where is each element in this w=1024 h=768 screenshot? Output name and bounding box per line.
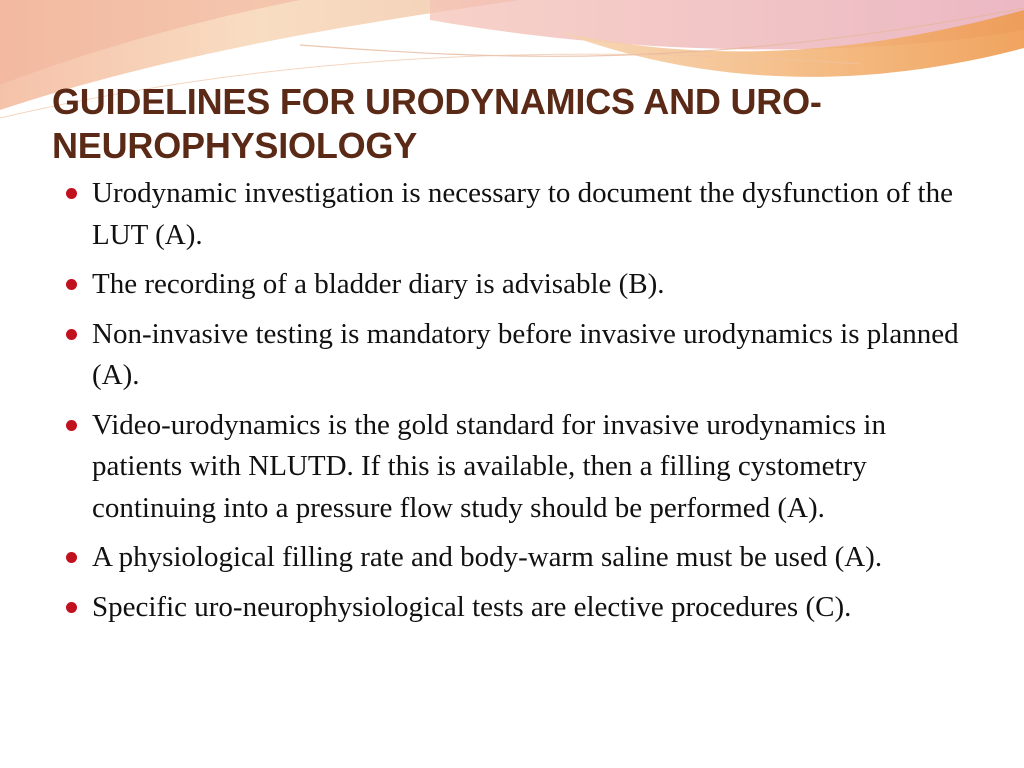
bullet-dot-icon — [66, 188, 77, 199]
bullet-dot-icon — [66, 602, 77, 613]
bullet-item — [64, 173, 964, 256]
bullet-text: Video-urodynamics is the gold standard for invasive urodynamics in patients with NLUTD. If this is available, then a filling cystometry continuing into a pressure flow study should be performed (A). — [92, 408, 886, 524]
bullet-text: Non-invasive testing is mandatory before invasive urodynamics is planned (A). — [92, 317, 959, 391]
bullet-text: Urodynamic investigation is necessary to document the dysfunction of the LUT (A). — [92, 177, 953, 251]
bullet-item — [64, 537, 964, 579]
bullet-dot-icon — [66, 279, 77, 290]
slide-title: GUIDELINES FOR URODYNAMICS AND URO-NEUROPHYSIOLOGY — [52, 81, 822, 166]
bullet-text: A physiological filling rate and body-warm saline must be used (A). — [92, 541, 883, 573]
bullet-text: Specific uro-neurophysiological tests are elective procedures (C). — [92, 590, 852, 623]
bullet-list — [64, 173, 964, 636]
bullet-item — [64, 587, 964, 629]
bullet-dot-icon — [66, 420, 77, 431]
bullet-item — [64, 405, 964, 530]
bullet-item — [64, 264, 964, 306]
bullet-dot-icon — [66, 329, 77, 340]
bullet-dot-icon — [66, 552, 77, 563]
bullet-text: The recording of a bladder diary is advisable (B). — [92, 268, 665, 300]
bullet-item — [64, 314, 964, 397]
